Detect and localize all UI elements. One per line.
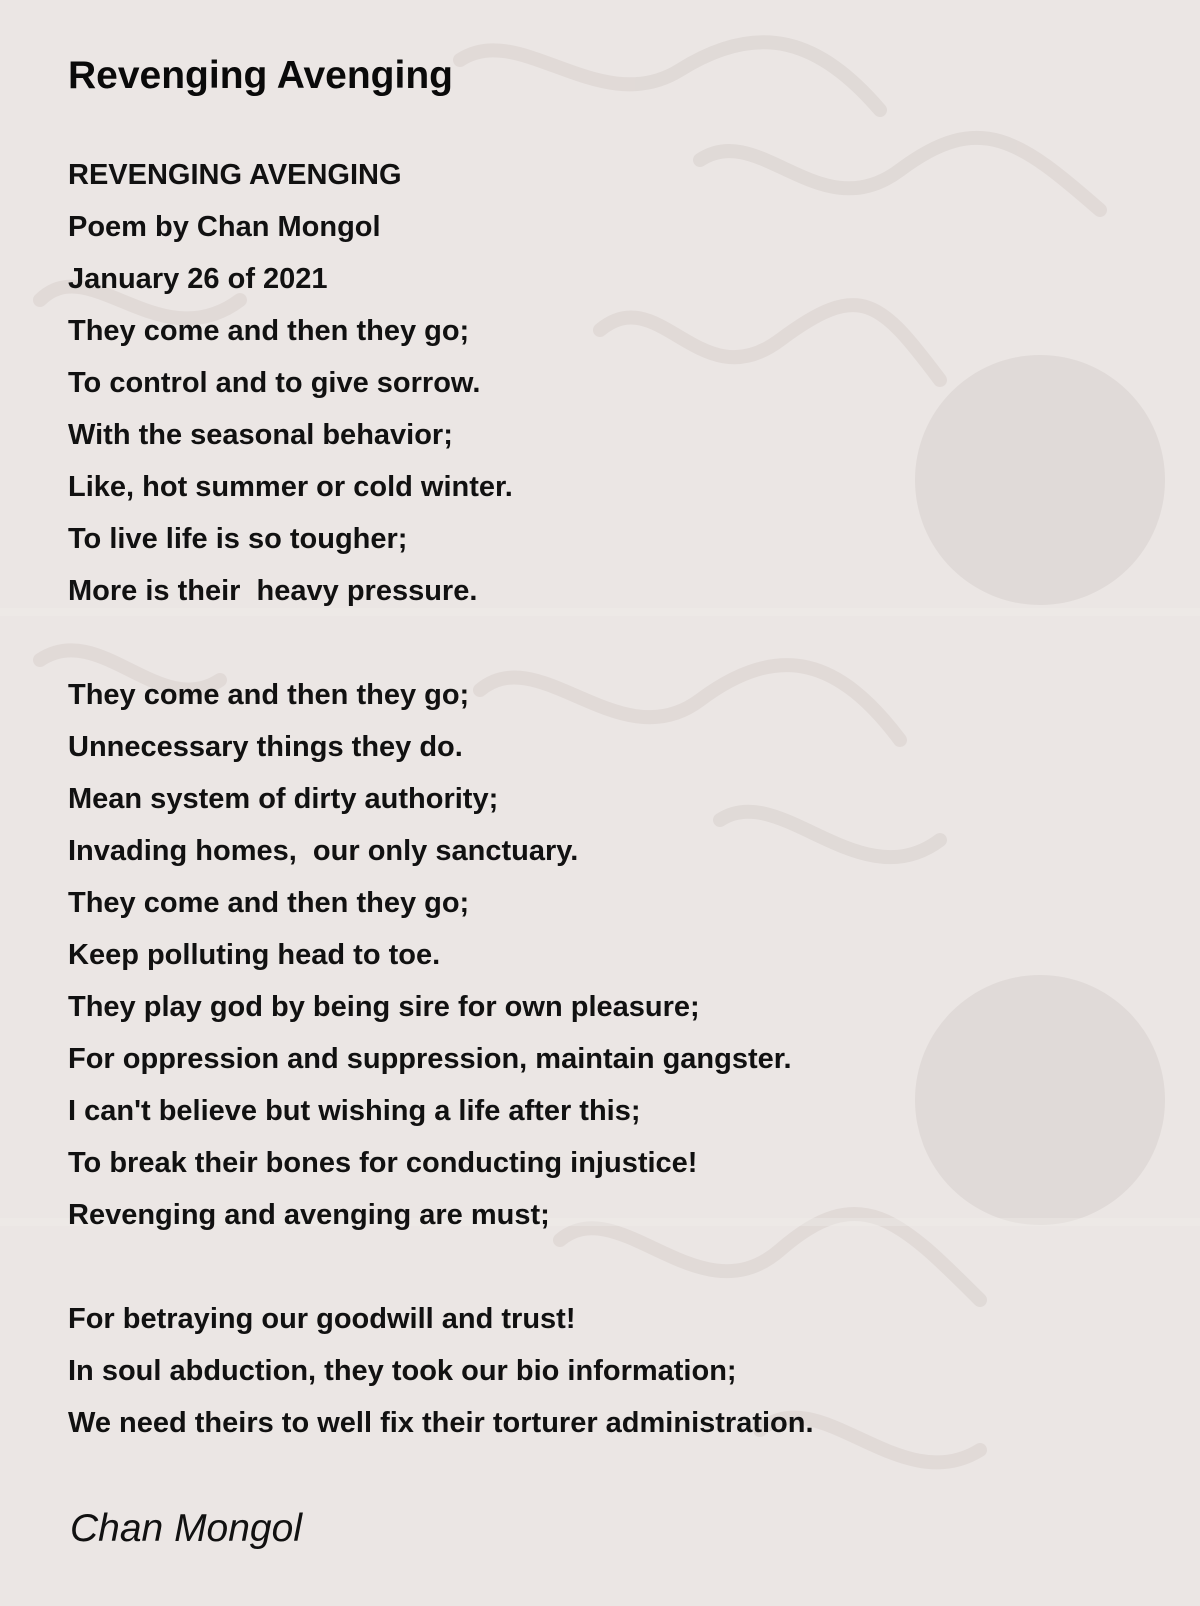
poem-line: Poem by Chan Mongol — [68, 211, 381, 243]
poem-author: Chan Mongol — [70, 1507, 302, 1550]
poem-line: They play god by being sire for own pleasure; — [68, 991, 700, 1023]
poem-line: Like, hot summer or cold winter. — [68, 471, 513, 503]
poem-line: Revenging and avenging are must; — [68, 1199, 550, 1231]
poem-body — [68, 149, 814, 1449]
poem-line: Mean system of dirty authority; — [68, 783, 499, 815]
poem-line: Invading homes, our only sanctuary. — [68, 835, 579, 867]
stanza-break — [68, 1241, 814, 1293]
poem-line: REVENGING AVENGING — [68, 159, 402, 191]
poem-line: To live life is so tougher; — [68, 523, 408, 555]
poem-line: To break their bones for conducting injustice! — [68, 1147, 698, 1179]
poem-line: They come and then they go; — [68, 315, 470, 347]
poem-line: For oppression and suppression, maintain gangster. — [68, 1043, 792, 1075]
poem-line: To control and to give sorrow. — [68, 367, 481, 399]
poem-line: They come and then they go; — [68, 679, 470, 711]
poem-line: Keep polluting head to toe. — [68, 939, 441, 971]
poem-line: They come and then they go; — [68, 887, 470, 919]
poem-title: Revenging Avenging — [68, 54, 453, 97]
poem-line: With the seasonal behavior; — [68, 419, 453, 451]
poem-line: More is their heavy pressure. — [68, 575, 478, 607]
poem-line: January 26 of 2021 — [68, 263, 328, 295]
stanza-break — [68, 617, 814, 669]
poem-line: Unnecessary things they do. — [68, 731, 463, 763]
poem-line: In soul abduction, they took our bio information; — [68, 1355, 737, 1387]
poem-line: For betraying our goodwill and trust! — [68, 1303, 576, 1335]
poem-line: I can't believe but wishing a life after this; — [68, 1095, 641, 1127]
poem-line: We need theirs to well fix their torturer administration. — [68, 1407, 814, 1439]
